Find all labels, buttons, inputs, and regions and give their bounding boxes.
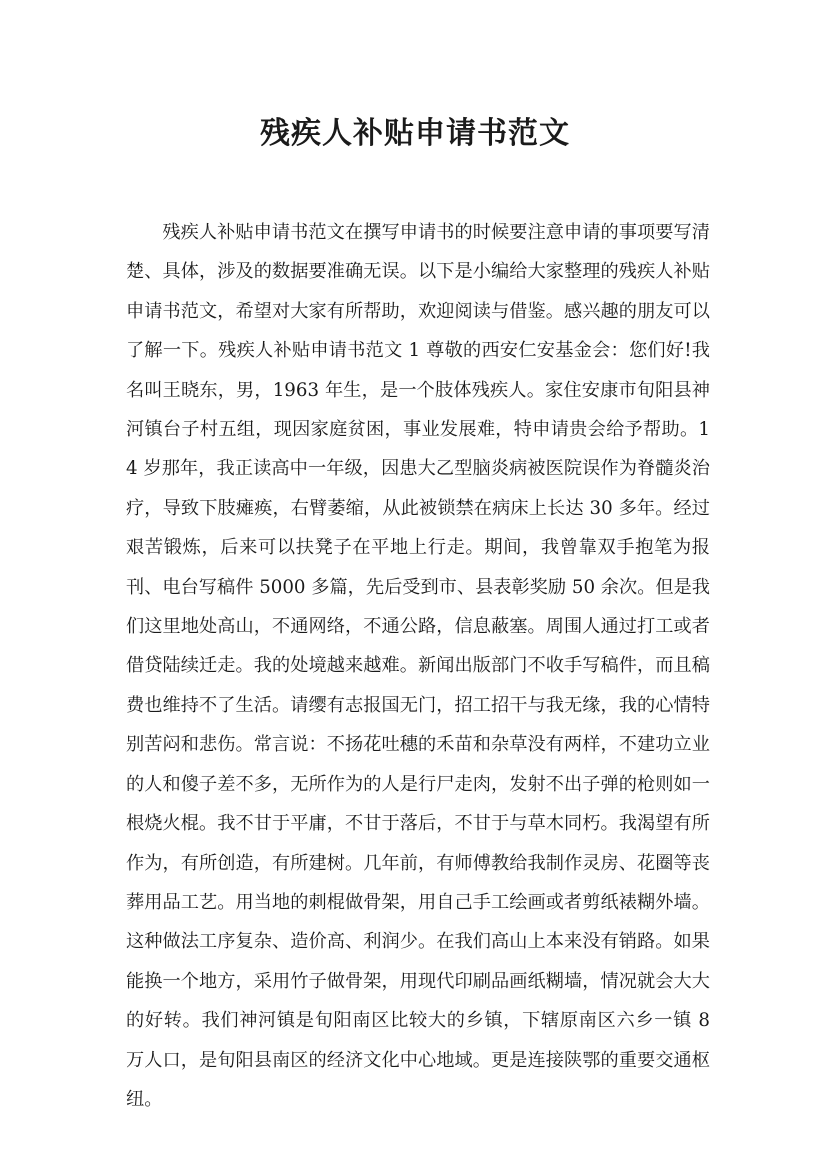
- document-body: 残疾人补贴申请书范文在撰写申请书的时候要注意申请的事项要写清楚、具体，涉及的数据要准确无误。以下是小编给大家整理的残疾人补贴申请书范文，希望对大家有所帮助，欢迎阅读与借鉴。感兴趣的朋友可以了解一下。残疾人补贴申请书范文 1 尊敬的西安仁安基金会：您们好!我名叫王晓东，男，1963 年生，是一个肢体残疾人。家住安康市旬阳县神河镇台子村五组，现因家庭贫困，事业发展难，特申请贵会给予帮助。14 岁那年，我正读高中一年级，因患大乙型脑炎病被医院误作为脊髓炎治疗，导致下肢瘫痪，右臂萎缩，从此被锁禁在病床上长达 30 多年。经过艰苦锻炼，后来可以扶凳子在平地上行走。期间，我曾靠双手抱笔为报刊、电台写稿件 5000 多篇，先后受到市、县表彰奖励 50 余次。但是我们这里地处高山，不通网络，不通公路，信息蔽塞。周围人通过打工或者借贷陆续迁走。我的处境越来越难。新闻出版部门不收手写稿件，而且稿费也维持不了生活。请缨有志报国无门，招工招干与我无缘，我的心情特别苦闷和悲伤。常言说：不扬花吐穗的禾苗和杂草没有两样，不建功立业的人和傻子差不多，无所作为的人是行尸走肉，发射不出子弹的枪则如一根烧火棍。我不甘于平庸，不甘于落后，不甘于与草木同朽。我渴望有所作为，有所创造，有所建树。几年前，有师傅教给我制作灵房、花圈等丧葬用品工艺。用当地的刺棍做骨架，用自己手工绘画或者剪纸裱糊外墙。这种做法工序复杂、造价高、利润少。在我们高山上本来没有销路。如果能换一个地方，采用竹子做骨架，用现代印刷品画纸糊墙，情况就会大大的好转。我们神河镇是旬阳南区比较大的乡镇，下辖原南区六乡一镇 8 万人口，是旬阳县南区的经济文化中心地域。更是连接陕鄂的重要交通枢纽。: [126, 222, 710, 1110]
- document-title: 残疾人补贴申请书范文: [260, 116, 570, 151]
